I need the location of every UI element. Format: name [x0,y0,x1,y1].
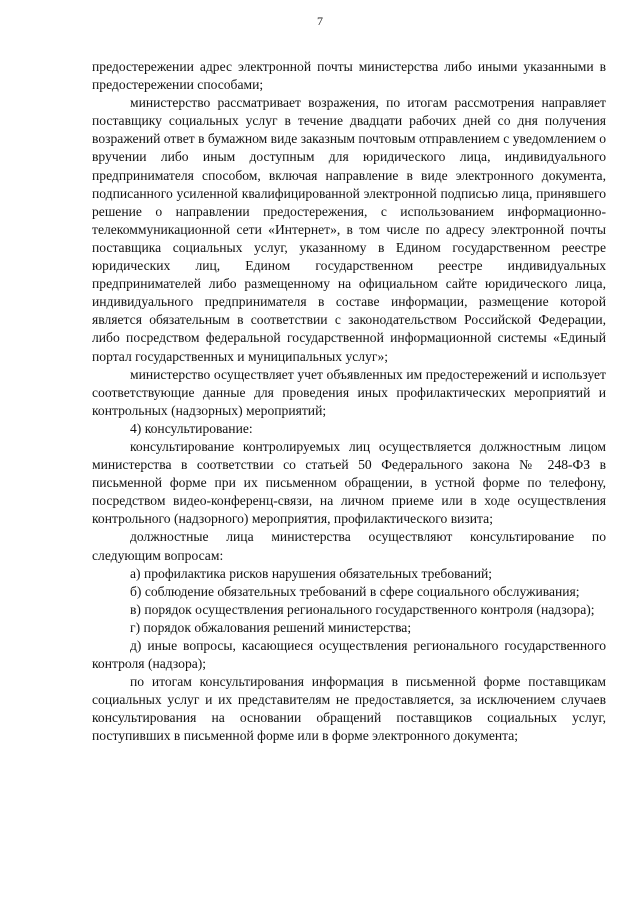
paragraph-consulting-topics: должностные лица министерства осуществляют консультирование по следующим вопросам: [92,529,606,563]
paragraph-consulting-results: по итогам консультирования информация в письменной форме поставщикам социальных услуг и их представителям не предоставляется, за исключением случаев консультирования на основании обращений поставщиков социальных услуг, поступивших в письменной форме или в форме электронного документа; [92,674,606,744]
paragraph-objections-review: министерство рассматривает возражения, по итогам рассмотрения направляет поставщику социальных услуг в течение двадцати рабочих дней со дня получения возражений ответ в бумажном виде заказным почтовым отправлением с уведомлением о вручении либо иным доступным для юридического лица, индивидуального предпринимателя способом, включая направление в виде электронного документа, подписанного усиленной квалифицированной электронной подписью лица, принявшего решение о направлении предостережения, с использованием информационно-телекоммуникационной сети «Интернет», в том числе по адресу электронной почты поставщика социальных услуг, указанному в Едином государственном реестре юридических лиц, Едином государственном реестре индивидуальных предпринимателей либо размещенному на официальном сайте юридического лица, индивидуального предпринимателя в составе информации, размещение которой является обязательным в соответствии с законодательством Российской Федерации, либо посредством федеральной государственной информационной системы «Единый портал государственных и муниципальных услуг»; [92,95,606,364]
paragraph-continuation: предостережении адрес электронной почты министерства либо иными указанными в предостережении способами; [92,59,606,93]
list-item-d: д) иные вопросы, касающиеся осуществления регионального государственного контроля (надзора); [92,638,606,672]
document-body [92,58,606,746]
list-item-b: б) соблюдение обязательных требований в сфере социального обслуживания; [130,583,580,599]
heading-consulting: 4) консультирование: [130,420,253,436]
page-number: 7 [317,14,323,28]
paragraph-consulting-forms: консультирование контролируемых лиц осуществляется должностным лицом министерства в соответствии со статьей 50 Федерального закона № 248-ФЗ в письменной форме при их письменном обращении, в устной форме по телефону, посредством видео-конференц-связи, на личном приеме или в ходе осуществления контрольного (надзорного) мероприятия, профилактического визита; [92,438,606,527]
list-item-g: г) порядок обжалования решений министерства; [130,619,412,635]
paragraph-warnings-accounting: министерство осуществляет учет объявленных им предостережений и использует соответствующие данные для проведения иных профилактических мероприятий и контрольных (надзорных) мероприятий; [92,366,606,418]
list-item-a: а) профилактика рисков нарушения обязательных требований; [130,565,493,581]
list-item-v: в) порядок осуществления регионального государственного контроля (надзора); [130,601,595,617]
